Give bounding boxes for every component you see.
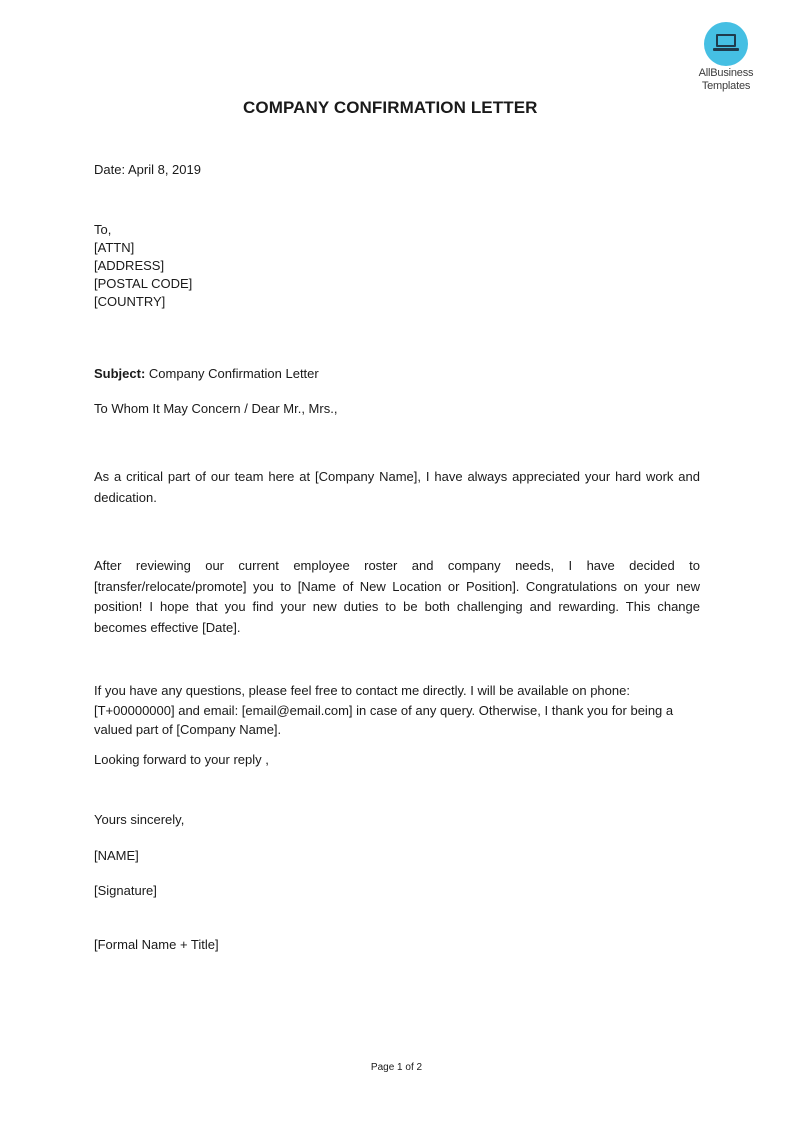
- paragraph-contact-line1: If you have any questions, please feel free to contact me directly. I will be available on phone:: [94, 683, 630, 698]
- logo-text-line2: Templates: [701, 80, 751, 92]
- closing-signature: [Signature]: [94, 883, 157, 898]
- paragraph-transfer: After reviewing our current employee roster and company needs, I have decided to [transfer/relocate/promote] you to [Name of New Location or Position]. Congratulations on your new position! I hope that you find your new duties to be both challenging and rewarding. This change becomes effective [Date].: [94, 558, 700, 635]
- logo-badge: [704, 22, 748, 66]
- letter-date: Date: April 8, 2019: [94, 162, 201, 177]
- logo-text-line1: AllBusiness: [698, 67, 754, 79]
- closing-name: [NAME]: [94, 848, 139, 863]
- closing-formal-name: [Formal Name + Title]: [94, 937, 219, 952]
- logo: [693, 22, 759, 92]
- page-number: Page 1 of 2: [370, 1062, 423, 1073]
- paragraph-contact-line2: [T+00000000] and email: [email@email.com] in case of any query. Otherwise, I thank you for being a: [94, 703, 674, 718]
- subject-label: Subject:: [94, 366, 146, 381]
- recipient-to: To,: [94, 222, 112, 237]
- closing-sincerely: Yours sincerely,: [94, 812, 185, 827]
- subject-line: [94, 365, 319, 383]
- subject-text: Company Confirmation Letter: [148, 366, 319, 381]
- paragraph-contact-line3: valued part of [Company Name].: [94, 722, 282, 737]
- recipient-postal-code: [POSTAL CODE]: [94, 276, 193, 291]
- recipient-attn: [ATTN]: [94, 240, 135, 255]
- document-title: COMPANY CONFIRMATION LETTER: [243, 98, 538, 117]
- salutation: To Whom It May Concern / Dear Mr., Mrs.,: [94, 401, 338, 416]
- recipient-country: [COUNTRY]: [94, 294, 166, 309]
- recipient-address: [ADDRESS]: [94, 258, 165, 273]
- paragraph-appreciation: As a critical part of our team here at [Company Name], I have always appreciated your hard work and dedication.: [94, 469, 700, 505]
- laptop-icon: [713, 33, 739, 53]
- closing-forward: Looking forward to your reply ,: [94, 752, 269, 767]
